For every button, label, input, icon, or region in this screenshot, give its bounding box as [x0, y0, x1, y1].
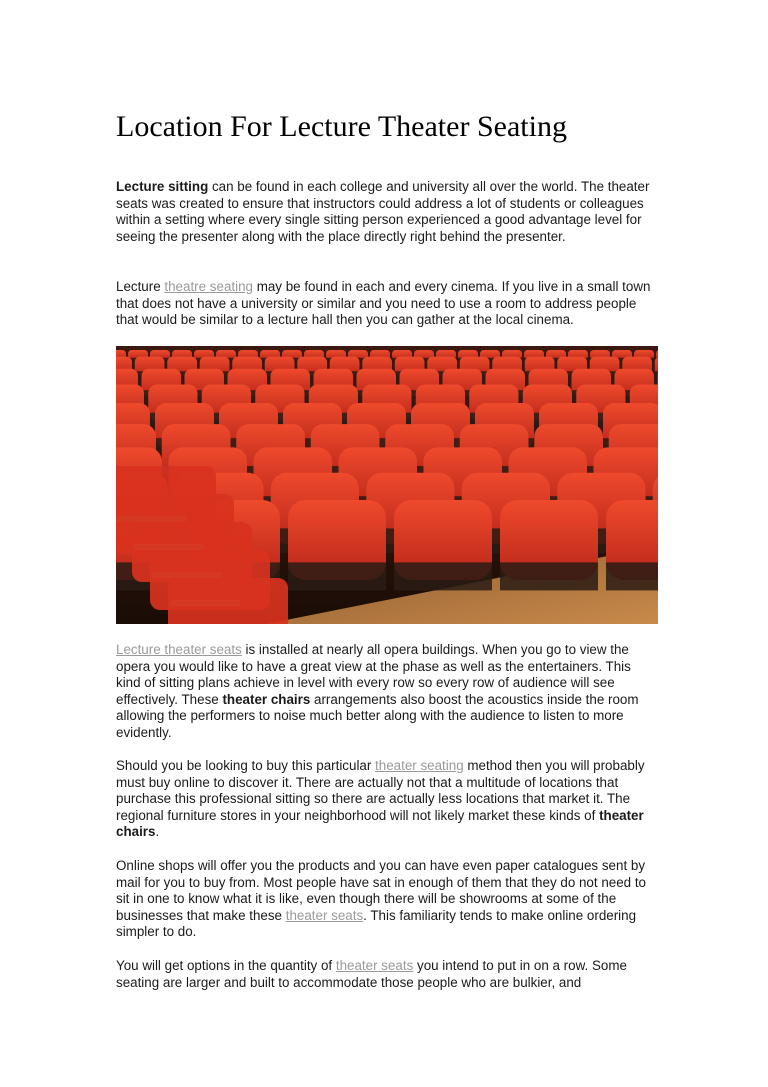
seat: [606, 500, 658, 590]
theater-seats-link[interactable]: theater seats: [335, 958, 414, 973]
lecture-theater-seats-link[interactable]: Lecture theater seats: [116, 642, 242, 657]
paragraph-text: .: [155, 824, 160, 839]
paragraph-6: [116, 958, 658, 991]
theater-seats-illustration: [116, 346, 658, 624]
paragraph-text: Lecture: [116, 279, 165, 294]
seat: [500, 500, 598, 590]
paragraph-text: Online shops will offer you the products and you can have even paper catalogues sent by mail for you to buy from. Most people have sat in enough of them that they do not need to sit in one to know what it is like, even though there will be showrooms at some of the businesses that make these: [116, 858, 646, 923]
theater-seats-photo: [116, 346, 658, 624]
paragraph-1: [116, 179, 658, 245]
paragraph-text: You will get options in the quantity of: [116, 958, 336, 973]
paragraph-text: may be found in each and every cinema. If you live in a small town that does not have a university or similar and you need to use a room to address people that would be similar to a lecture hall then you can gather at the local cinema.: [116, 279, 651, 327]
foreground-seat: [168, 578, 288, 624]
theatre-seating-link[interactable]: theatre seating: [164, 279, 253, 294]
bold-term: Lecture sitting: [116, 179, 209, 194]
paragraph-text: is installed at nearly all opera buildings. When you go to view the opera you would like to have a great view at the phase as well as the entertainers. This kind of sitting plans achieve in level with every row so every row of audience will see effectively. These: [116, 642, 631, 707]
seat: [288, 500, 386, 590]
paragraph-text: Should you be looking to buy this particular: [116, 758, 376, 773]
paragraph-2: [116, 279, 658, 329]
theater-seating-link[interactable]: theater seating: [375, 758, 464, 773]
paragraph-text: you intend to put in on a row. Some seating are larger and built to accommodate those people who are bulkier, and: [116, 958, 627, 990]
bold-term: theater chairs: [116, 807, 644, 839]
paragraph-text: method then you will probably must buy online to discover it. There are actually not that a multitude of locations that purchase this professional sitting so there are actually less locations that market it. The regional furniture stores in your neighborhood will not likely market these kinds of: [116, 758, 645, 823]
bold-term: theater chairs: [222, 691, 311, 707]
paragraph-3: [116, 642, 658, 741]
paragraph-text: arrangements also boost the acoustics inside the room allowing the performers to noise much better along with the audience to listen to more evidently.: [116, 691, 639, 740]
paragraph-text: can be found in each college and university all over the world. The theater seats was created to ensure that instructors could address a lot of students or colleagues within a setting where every single sitting person experienced a good advantage level for seeing the presenter along with the place directly right behind the presenter.: [116, 179, 650, 244]
paragraph-4: [116, 758, 658, 841]
seat: [394, 500, 492, 590]
seat: [655, 357, 658, 378]
theater-seats-link[interactable]: theater seats: [285, 907, 364, 923]
paragraph-5: [116, 858, 658, 941]
page-title: Location For Lecture Theater Seating: [116, 110, 567, 143]
paragraph-text: . This familiarity tends to make online ordering simpler to do.: [116, 907, 637, 939]
